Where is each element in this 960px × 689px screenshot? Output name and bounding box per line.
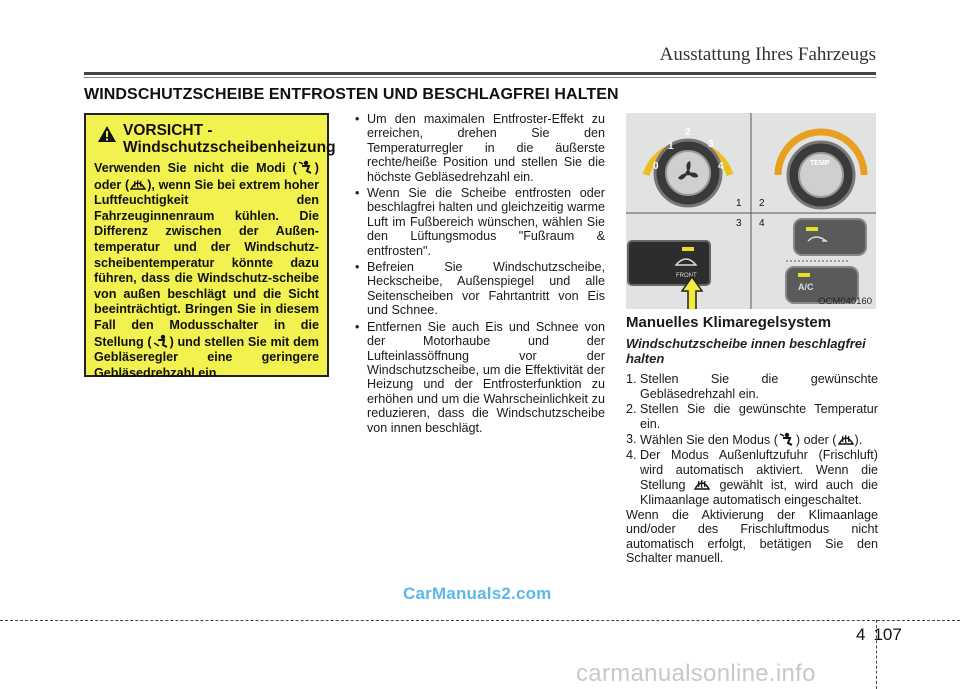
temperature-knob <box>778 132 864 208</box>
site-watermark: carmanualsonline.info <box>576 660 816 687</box>
warning-triangle-icon <box>97 125 117 143</box>
caution-box <box>84 113 336 380</box>
floor-defrost-mode-icon <box>297 160 315 175</box>
bullet-column <box>355 112 605 437</box>
floor-mode-icon <box>152 334 170 349</box>
fan-scale-label: 3 <box>708 139 714 150</box>
fan-speed-knob <box>646 127 730 206</box>
recirculation-button <box>794 219 866 255</box>
manual-heading: Manuelles Klimaregelsystem <box>626 314 832 331</box>
front-defrost-button <box>628 241 710 309</box>
step-item: 2. Stellen Sie die gewünschte Temperatur ein. <box>626 402 878 431</box>
fan-scale-label: 2 <box>685 127 691 138</box>
section-heading: WINDSCHUTZSCHEIBE ENTFROSTEN UND BESCHLAGFREI HALTEN <box>84 86 619 103</box>
fan-scale-label: 1 <box>668 141 674 152</box>
bullet-item: • Entfernen Sie auch Eis und Schnee von der Motorhaube und der Lufteinlassöffnung vor der Windschutzscheibe, um die Effektivität der Heizung und der Entfrosterfunktion zu erhöhen und um die Wahrscheinlichkeit zu reduzieren, dass die Windschutzscheibe von innen beschlägt. <box>355 320 605 435</box>
quadrant-label: 1 <box>736 198 742 209</box>
bullet-item: • Wenn Sie die Scheibe entfrosten oder beschlagfrei halten und gleichzeitig warme Luft im Fußbereich wünschen, wählen Sie den Lüftungsmodus "Fußraum & entfrosten". <box>355 186 605 258</box>
manual-climate-section <box>626 316 878 566</box>
header-rule <box>84 72 876 75</box>
quadrant-label: 2 <box>759 198 765 209</box>
step-item: 3. Wählen Sie den Modus ( ) oder ( ). <box>626 432 863 448</box>
temp-label: TEMP <box>810 160 830 167</box>
bullet-list <box>355 112 605 435</box>
defrost-icon <box>129 177 147 192</box>
floor-defrost-mode-icon <box>778 432 796 447</box>
caution-title: VORSICHT - Windschutzscheibenheizung <box>123 122 336 156</box>
defrost-icon <box>837 432 855 447</box>
step-item: 1. Stellen Sie die gewünschte Gebläsedrehzahl ein. <box>626 372 878 401</box>
watermark-link[interactable]: CarManuals2.com <box>403 584 552 603</box>
defrost-icon <box>693 477 711 492</box>
header-rule-thin <box>84 77 876 78</box>
caution-text: Verwenden Sie nicht die Modi ( ) oder ( ), wenn Sie bei extrem hoher Luftfeuchtigkeit den Fahrzeuginnenraum kühlen. Die Differenz zwischen der Außen-temperatur und der Windschutz-scheibentemperatur könnte dazu führen, dass die Windschutz-scheibe von außen beschlägt und die Sicht beeinträchtigt. Bringen Sie in diesem Fall den Modusschalter in die Stellung ( ) und stellen Sie mit dem Gebläseregler eine geringere Gebläsedrehzahl ein. <box>94 161 320 380</box>
bullet-item: • Befreien Sie Windschutzscheibe, Heckscheibe, Außenspiegel und alle Seitenscheiben vor Fahrtantritt von Eis und Schnee. <box>355 260 605 318</box>
fan-scale-label: 0 <box>653 161 659 172</box>
climate-panel-illustration <box>626 113 876 309</box>
footer-rule <box>0 620 960 621</box>
quadrant-label: 4 <box>759 218 765 229</box>
manual-subheading: Windschutzscheibe innen beschlagfrei halten <box>626 336 866 367</box>
front-label: FRONT <box>676 273 697 279</box>
page-number: 4 107 <box>856 625 902 644</box>
step-item: 4. Der Modus Außenluftzufuhr (Frischluft) wird automatisch aktiviert. Wenn die Stellung gewählt ist, wird auch die Klimaanlage automatisch eingeschaltet. <box>626 448 879 507</box>
climate-control-figure <box>626 113 876 309</box>
manual-note: Wenn die Aktivierung der Klimaanlage und/oder des Frischluftmodus nicht automatisch erfolgt, betätigen Sie den Schalter manuell. <box>626 508 878 566</box>
running-header: Ausstattung Ihres Fahrzeugs <box>659 44 876 65</box>
figure-caption: OCM040160 <box>818 296 872 307</box>
ac-label: A/C <box>798 282 814 292</box>
quadrant-label: 3 <box>736 218 742 229</box>
bullet-item: • Um den maximalen Entfroster-Effekt zu erreichen, drehen Sie den Temperaturregler in die äußerste rechte/heiße Position und stellen Sie die höchste Gebläsedrehzahl ein. <box>355 112 605 184</box>
step-list <box>626 372 878 507</box>
fan-scale-label: 4 <box>718 161 724 172</box>
